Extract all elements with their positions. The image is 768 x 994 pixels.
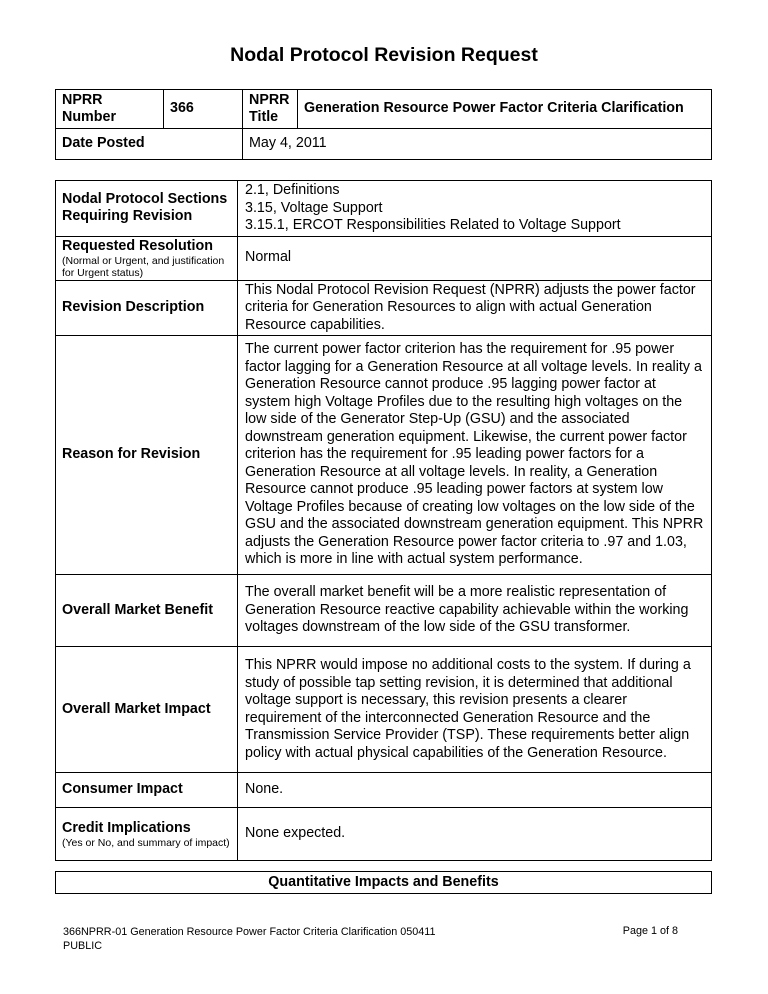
protocol-section-line: 3.15, Voltage Support xyxy=(245,199,383,216)
quantitative-impacts-table xyxy=(55,871,712,894)
reason-for-revision-label: Reason for Revision xyxy=(56,336,238,575)
protocol-section-line: 2.1, Definitions xyxy=(245,182,340,198)
revision-description-label: Revision Description xyxy=(56,280,238,336)
market-benefit-value: The overall market benefit will be a more realistic representation of Generation Resource reactive capability achievable within the working voltages downstream of the low side of the GSU transformer. xyxy=(238,575,712,647)
protocol-sections-label: Nodal Protocol Sections Requiring Revision xyxy=(56,181,238,237)
consumer-impact-label: Consumer Impact xyxy=(56,773,238,808)
date-posted-value: May 4, 2011 xyxy=(243,129,712,160)
nprr-number-label: NPRR Number xyxy=(56,90,164,129)
protocol-sections-value xyxy=(238,181,712,237)
market-impact-label: Overall Market Impact xyxy=(56,647,238,773)
nprr-header-table xyxy=(55,89,712,160)
document-title: Nodal Protocol Revision Request xyxy=(230,44,538,66)
page-footer xyxy=(63,925,435,953)
footer-classification: PUBLIC xyxy=(63,940,103,952)
reason-for-revision-value: The current power factor criterion has the requirement for .95 power factor lagging for a Generation Resource at all voltage levels. In reality a Generation Resource cannot produce .95 lagging power factor at system high Voltage Profiles due to the resulting high voltages on the low side of the Generator Step-Up (GSU) and the associated downstream generation equipment. Likewise, the current power factor criterion has the requirement for .95 leading power factors for a Generation Resource at all voltage levels. In reality, a Generation Resource cannot produce .95 leading power factors at system low Voltage Profiles because of creating low voltages on the low side of the GSU and the associated downstream generation equipment. This NPRR adjusts the Generation Resource power factor criteria to .97 and 1.03, which is more in line with actual system performance. xyxy=(238,336,712,575)
requested-resolution-value: Normal xyxy=(238,236,712,280)
nprr-title-label: NPRR Title xyxy=(243,90,298,129)
credit-implications-label: Credit Implications (Yes or No, and summary of impact) xyxy=(56,808,238,861)
revision-description-value: This Nodal Protocol Revision Request (NPRR) adjusts the power factor criteria for Generation Resources to align with actual Generation Resource capabilities. xyxy=(238,280,712,336)
market-impact-value: This NPRR would impose no additional costs to the system. If during a study of possible tap setting revision, it is determined that additional voltage support is necessary, this revision presents a clearer requirement of the interconnected Generation Resource and the Transmission Service Provider (TSP). These requirements better align policy with actual physical capabilities of the Generation Resource. xyxy=(238,647,712,773)
nprr-details-table xyxy=(55,180,712,861)
page-number: Page 1 of 8 xyxy=(622,925,678,937)
date-posted-label: Date Posted xyxy=(56,129,243,160)
nprr-title-value: Generation Resource Power Factor Criteria Clarification xyxy=(298,90,712,129)
credit-implications-value: None expected. xyxy=(238,808,712,861)
consumer-impact-value: None. xyxy=(238,773,712,808)
protocol-section-line: 3.15.1, ERCOT Responsibilities Related to Voltage Support xyxy=(245,217,621,233)
quantitative-impacts-title: Quantitative Impacts and Benefits xyxy=(56,872,712,894)
market-benefit-label: Overall Market Benefit xyxy=(56,575,238,647)
footer-document-id: 366NPRR-01 Generation Resource Power Factor Criteria Clarification 050411 xyxy=(63,926,436,938)
requested-resolution-label: Requested Resolution (Normal or Urgent, and justification for Urgent status) xyxy=(56,236,238,280)
credit-implications-note: (Yes or No, and summary of impact) xyxy=(62,836,230,849)
requested-resolution-note: (Normal or Urgent, and justification for Urgent status) xyxy=(62,254,225,279)
nprr-number-value: 366 xyxy=(164,90,243,129)
